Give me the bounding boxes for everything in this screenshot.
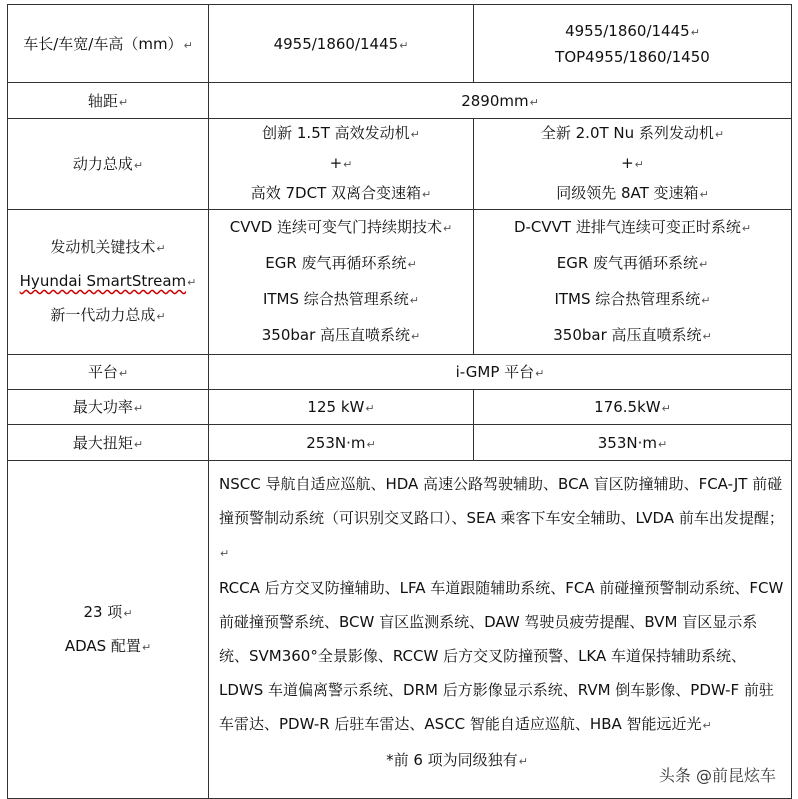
paragraph-mark-icon: ↵ — [518, 755, 528, 768]
value-text: 同级领先 8AT 变速箱 — [556, 184, 699, 202]
paragraph-mark-icon: ↵ — [529, 95, 539, 109]
paragraph-text: RCCA 后方交叉防撞辅助、LFA 车道跟随辅助系统、FCA 前碰撞预警制动系统、FCW 前碰撞预警系统、BCW 盲区监测系统、DAW 驾驶员疲劳提醒、BVM 盲区显示系统、SVM360°全景影像、RCCW 后方交叉防撞预警、LKA 车道保持辅助系统、LDWS 车道偏离警示系统、DRM 后方影像显示系统、RVM 倒车影像、PDW-F 前驻车雷达、PDW-R 后驻车雷达、ASCC 智能自适应巡航、HBA 智能远近光 — [219, 579, 784, 733]
label-text: Hyundai SmartStream — [19, 272, 187, 290]
label-line — [12, 596, 204, 630]
paragraph-mark-icon: ↵ — [365, 402, 375, 415]
paragraph-mark-icon: ↵ — [118, 367, 129, 380]
row-powertrain — [8, 119, 792, 210]
label-text: 发动机关键技术 — [50, 238, 156, 256]
paragraph-mark-icon: ↵ — [133, 402, 144, 415]
label-text: ADAS 配置 — [64, 636, 141, 655]
label-max-torque — [8, 425, 209, 461]
paragraph-mark-icon: ↵ — [690, 25, 700, 39]
watermark: 头条 @前昆炫车 — [655, 761, 780, 788]
value-text: 4955/1860/1445 — [565, 21, 690, 40]
adas-paragraph-exclusive — [219, 467, 785, 571]
paragraph-mark-icon: ↵ — [409, 294, 420, 307]
paragraph-mark-icon: ↵ — [343, 158, 353, 171]
row-adas — [8, 461, 792, 799]
label-text: 新一代动力总成 — [50, 306, 156, 324]
paragraph-mark-icon: ↵ — [699, 188, 709, 201]
row-wheelbase — [8, 83, 792, 119]
value-text: 2890mm — [461, 91, 529, 110]
paragraph-mark-icon: ↵ — [702, 719, 712, 732]
paragraph-mark-icon: ↵ — [714, 128, 725, 141]
paragraph-mark-icon: ↵ — [187, 276, 197, 289]
paragraph-mark-icon: ↵ — [407, 258, 417, 271]
value-text: 353N·m — [597, 433, 657, 452]
paragraph-mark-icon: ↵ — [366, 437, 376, 451]
spec-table — [7, 4, 792, 799]
label-text: 动力总成 — [72, 155, 133, 173]
value-text: 全新 2.0T Nu 系列发动机 — [540, 124, 714, 142]
label-engine-tech — [8, 210, 209, 355]
powertrain-1-5t — [209, 119, 474, 210]
value-line — [213, 149, 469, 179]
row-max-torque — [8, 425, 792, 461]
paragraph-mark-icon: ↵ — [133, 437, 144, 451]
powertrain-2-0t — [474, 119, 792, 210]
value-line — [213, 318, 469, 354]
value-line — [478, 282, 787, 318]
value-line — [213, 210, 469, 246]
value-line — [213, 119, 469, 149]
value-line — [478, 179, 787, 209]
value-text: 176.5kW — [594, 398, 661, 416]
paragraph-mark-icon: ↵ — [658, 437, 668, 451]
paragraph-mark-icon: ↵ — [156, 310, 166, 323]
platform-value — [209, 355, 792, 390]
value-line — [478, 246, 787, 282]
footnote-text: *前 6 项为同级独有 — [386, 751, 518, 769]
row-max-power — [8, 390, 792, 425]
paragraph-mark-icon: ↵ — [701, 294, 711, 307]
value-line — [213, 179, 469, 209]
paragraph-mark-icon: ↵ — [702, 330, 712, 343]
value-text: TOP4955/1860/1450 — [555, 47, 710, 66]
value-line — [478, 149, 787, 179]
paragraph-mark-icon: ↵ — [123, 606, 133, 620]
value-line — [478, 318, 787, 354]
max-torque-1-5t — [209, 425, 474, 461]
max-torque-2-0t — [474, 425, 792, 461]
label-line — [12, 299, 204, 333]
value-line — [478, 48, 787, 66]
label-text: 最大扭矩 — [72, 433, 133, 452]
paragraph-mark-icon: ↵ — [411, 330, 421, 343]
row-engine-tech — [8, 210, 792, 355]
value-text: CVVD 连续可变气门持续期技术 — [229, 218, 443, 236]
label-adas — [8, 461, 209, 799]
value-text: 创新 1.5T 高效发动机 — [262, 124, 410, 142]
label-max-power — [8, 390, 209, 425]
value-text: i-GMP 平台 — [455, 363, 535, 381]
paragraph-mark-icon: ↵ — [535, 367, 545, 380]
value-text: 350bar 高压直喷系统 — [261, 326, 411, 344]
value-text: D-CVVT 进排气连续可变正时系统 — [513, 218, 741, 236]
value-text: 4955/1860/1445 — [273, 34, 399, 53]
engine-tech-2-0t — [474, 210, 792, 355]
value-text: ITMS 综合热管理系统 — [262, 290, 409, 308]
label-wheelbase — [8, 83, 209, 119]
label-platform — [8, 355, 209, 390]
adas-features — [209, 461, 792, 799]
label-line — [12, 630, 204, 664]
label-text: 车长/车宽/车高（mm） — [23, 34, 183, 53]
paragraph-mark-icon: ↵ — [634, 158, 644, 171]
label-text: 轴距 — [87, 91, 118, 110]
label-powertrain — [8, 119, 209, 210]
row-dimensions — [8, 5, 792, 83]
paragraph-mark-icon: ↵ — [410, 128, 420, 141]
value-text: EGR 废气再循环系统 — [265, 254, 407, 272]
value-text: + — [329, 154, 343, 172]
paragraph-mark-icon: ↵ — [220, 547, 230, 560]
paragraph-mark-icon: ↵ — [183, 38, 193, 52]
paragraph-mark-icon: ↵ — [141, 640, 152, 654]
paragraph-mark-icon: ↵ — [661, 402, 671, 415]
label-line — [12, 231, 204, 265]
paragraph-text: NSCC 导航自适应巡航、HDA 高速公路驾驶辅助、BCA 盲区防撞辅助、FCA-JT 前碰撞预警制动系统（可识别交叉路口）、SEA 乘客下车安全辅助、LVDA 前车出发提醒； — [219, 475, 784, 527]
max-power-2-0t — [474, 390, 792, 425]
max-power-1-5t — [209, 390, 474, 425]
label-line — [12, 265, 204, 299]
dimensions-top — [474, 5, 792, 83]
value-text: + — [621, 154, 634, 172]
paragraph-mark-icon: ↵ — [399, 38, 409, 52]
engine-tech-1-5t — [209, 210, 474, 355]
value-text: 125 kW — [307, 398, 365, 416]
value-text: ITMS 综合热管理系统 — [554, 290, 701, 308]
value-line — [478, 22, 787, 40]
label-text: 平台 — [87, 363, 118, 381]
value-text: EGR 废气再循环系统 — [556, 254, 699, 272]
adas-paragraph-standard — [219, 571, 785, 743]
value-text: 350bar 高压直喷系统 — [553, 326, 702, 344]
label-dimensions — [8, 5, 209, 83]
value-line — [478, 119, 787, 149]
value-line — [213, 282, 469, 318]
paragraph-mark-icon: ↵ — [741, 222, 752, 235]
paragraph-mark-icon: ↵ — [443, 222, 453, 235]
paragraph-mark-icon: ↵ — [422, 188, 432, 201]
paragraph-mark-icon: ↵ — [156, 242, 166, 255]
dimensions-standard — [209, 5, 474, 83]
label-text: 最大功率 — [72, 398, 133, 416]
value-line — [478, 210, 787, 246]
wheelbase-value — [209, 83, 792, 119]
value-text: 253N·m — [306, 433, 366, 452]
paragraph-mark-icon: ↵ — [118, 95, 129, 109]
row-platform — [8, 355, 792, 390]
label-text: 23 项 — [83, 602, 123, 621]
value-line — [213, 246, 469, 282]
paragraph-mark-icon: ↵ — [699, 258, 709, 271]
value-text: 高效 7DCT 双离合变速箱 — [250, 184, 422, 202]
paragraph-mark-icon: ↵ — [133, 159, 144, 172]
